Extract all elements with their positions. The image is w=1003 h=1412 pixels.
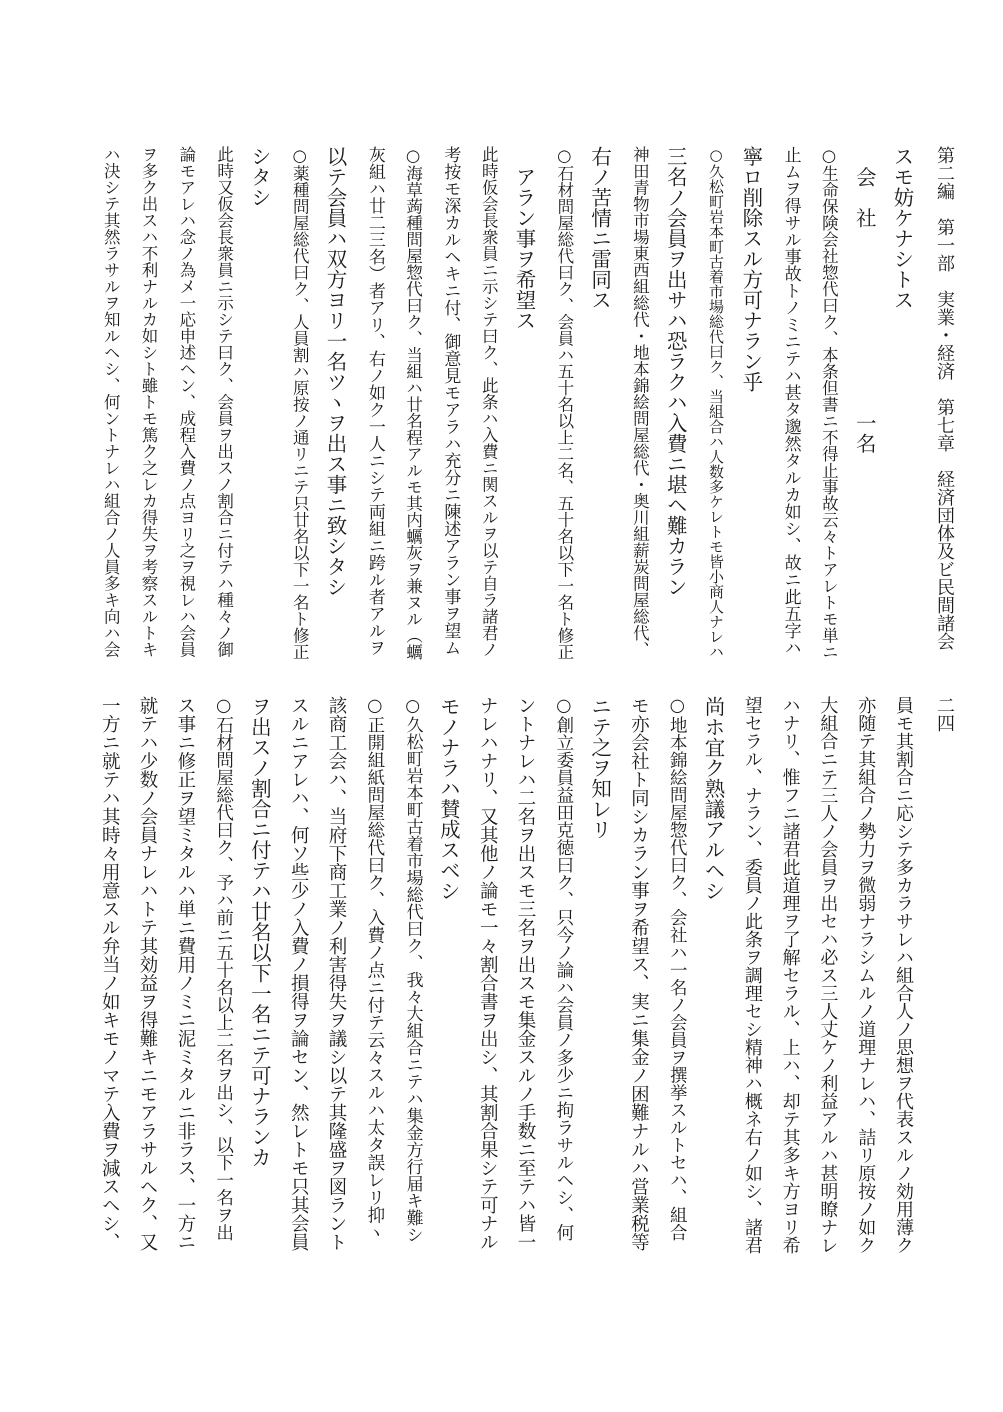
text-column: モノナラハ賛成スベシ [436,696,461,901]
text-column: 望セラル、ナラン、委員ノ此条ヲ調理セシ精神ハ概ネ右ノ如シ、諸君 [741,696,763,1254]
text-column: ヲ多ク出スハ不利ナルカ如シト雖トモ篤ク之レカ得失ヲ考察スルトキ [139,146,158,658]
text-column: ○創立委員益田克徳曰ク、只今ノ論ハ会員ノ多少ニ拘ラサルヘシ、何 [553,696,574,1241]
text-column: 右ノ苦情ニ雷同ス [587,146,612,310]
text-column: 会 社 一名 [852,146,877,454]
text-column: 一方ニ就テハ其時々用意スル弁当ノ如キモノマテ入費ヲ減スヘシ、 [99,696,121,1251]
text-column: ヲ出スノ割合ニ付テハ廿名以下一名ニテ可ナランカ [247,696,272,1168]
text-column: 考按モ深カルヘキニ付、御意見モアラハ充分ニ陳述アラン事ヲ望ム [440,146,461,656]
text-column: ナレハナリ、又其他ノ論モ一々割合書ヲ出シ、其割合果シテ可ナル [477,696,499,1251]
text-column: スルニアレハ、何ソ些少ノ入費ノ損得ヲ論セン、然レトモ只其会員 [288,696,310,1251]
text-column: ○久松町岩本町古着市場総代曰ク、当組合ハ人数多ケレトモ皆小商人ナレハ [707,146,725,659]
text-column: ハ決シテ其然ラサルヲ知ルヘシ、何ントナレハ組合ノ人員多キ向ハ会 [101,146,121,658]
text-column: ハナリ、惟フニ諸君此道理ヲ了解セラル、上ハ、却テ其多キ方ヨリ希 [779,696,801,1254]
text-column: ○久松町岩本町古着市場総代曰ク、我々大組合ニテハ集金方行届キ難シ [402,696,423,1243]
text-column: アラン事ヲ希望ス [512,146,536,331]
text-column: ○地本錦絵問屋惣代曰ク、会社ハ一名ノ会員ヲ撰挙スルトセハ、組合 [667,696,688,1241]
text-column: ○生命保険会社惣代曰ク、本条但書ニ不得止事故云々トアレトモ単ニ [819,146,839,660]
text-column: ス事ニ修正ヲ望ミタルハ単ニ費用ノミニ泥ミタルニ非ラス、一方ニ [174,696,196,1251]
text-column: 以テ会員ハ双方ヨリ一名ツヽヲ出ス事ニ致シタシ [323,146,347,597]
text-column: 大組合ニテ三人ノ会員ヲ出セハ必ス三人丈ケノ利益アルハ甚明瞭ナレ [817,696,839,1254]
text-column: 尚ホ宜ク熟議アルヘシ [701,696,725,901]
text-column: ○石材問屋総代曰ク、予ハ前ニ五十名以上二名ヲ出シ、以下一名ヲ出 [213,696,234,1241]
text-column: 止ムヲ得サル事故トノミニテハ甚タ邈然タルカ如シ、故ニ此五字ハ [780,146,801,656]
text-column: 此時又仮会長衆員ニ示シテ曰ク、会員ヲ出スノ割合ニ付テハ種々ノ御 [214,146,234,658]
page-number: 二四 [934,696,955,732]
text-column: 就テハ少数ノ会員ナレハトテ其効益ヲ得難キニモアラサルヘク、又 [137,696,158,1251]
text-column: 三名ノ会員ヲ出サハ恐ラクハ入費ニ堪ヘ難カラン [663,146,688,597]
text-column: ○石材問屋総代曰ク、会員ハ五十名以上二名、五十名以下一名ト修正 [554,146,574,660]
text-column: 灰組ハ廿二三名）者アリ、右ノ如ク一人ニシテ両組ニ跨ル者アルヲ [364,146,385,656]
text-column: スモ妨ケナシトス [890,146,914,310]
text-column: ○正開組紙問屋総代曰ク、入費ノ点ニ付テ云々スルハ太タ誤レリ抑ヽ [364,696,385,1241]
text-column: 神田青物市場東西組総代・地本錦絵問屋総代・奥川組薪炭問屋総代、 [630,146,650,658]
text-column: ニテ之ヲ知レリ [587,696,612,840]
text-column: シタシ [247,146,272,208]
running-header: 第二編 第一部 実業・経済 第七章 経済団体及ビ民間諸会 [934,146,955,650]
text-column: ○海草蒟種問屋惣代曰ク、当組ハ廿名程アルモ其内蠣灰ヲ兼ヌル（蠣 [403,146,423,660]
text-column: 員モ其割合ニ応シテ多カラサレハ組合人ノ思想ヲ代表スルノ効用薄ク [893,696,914,1254]
text-column: 此時仮会長衆員ニ示シテ曰ク、此条ハ入費ニ関スルヲ以テ自ラ諸君ノ [479,146,499,658]
text-column: ○薬種問屋総代曰ク、人員割ハ原按ノ通リニテ只廿名以下一名ト修正 [290,146,310,660]
text-column: 論モアレハ念ノ為メ一応申述ヘン、成程入費ノ点ヨリ之ヲ視レハ会員 [176,146,196,658]
text-column: 寧ロ削除スル方可ナラン乎 [738,146,763,392]
text-column: モ亦会社ト同シカラン事ヲ希望ス、実ニ集金ノ困難ナルハ営業税等 [628,696,650,1251]
text-column: 亦随テ其組合ノ勢力ヲ微弱ナラシムルノ道理ナレハ、詰リ原按ノ如ク [855,696,877,1254]
text-column: ントナレハ二名ヲ出スモ三名ヲ出スモ集金スルノ手数ニ至テハ皆一 [515,696,536,1251]
text-column: 該商工会ハ、当府下商工業ノ利害得失ヲ議シ以テ其隆盛ヲ図ラント [326,696,347,1251]
